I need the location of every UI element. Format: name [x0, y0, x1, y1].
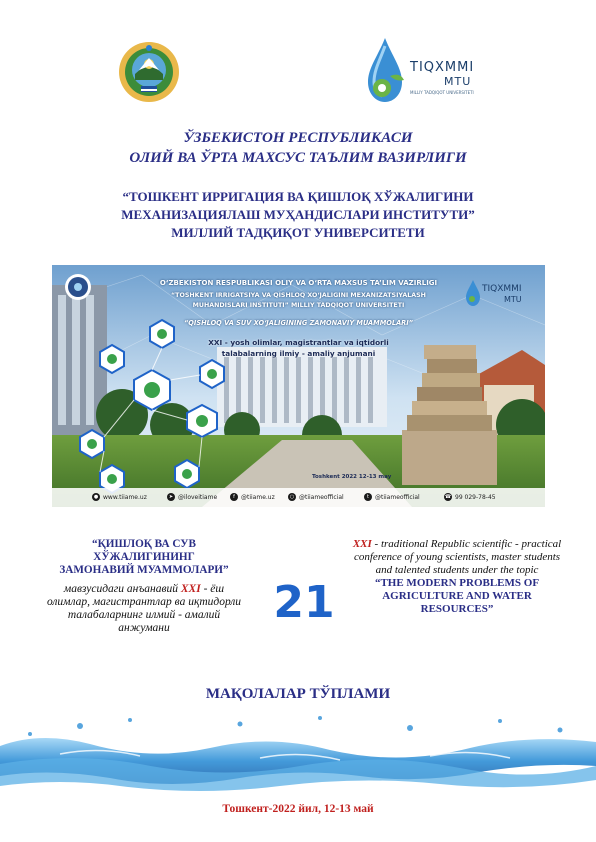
tiiame-logo	[360, 36, 500, 106]
english-roman-numeral: XXI	[352, 538, 372, 550]
phone-icon: ☎	[444, 494, 452, 500]
social-instagram-label: @tiiameofficial	[299, 493, 344, 501]
collection-title: МАҚОЛАЛАР ТЎПЛАМИ	[205, 686, 391, 702]
uzbek-topic-title	[44, 538, 244, 577]
institute-heading	[0, 188, 596, 242]
banner-line-3: MUHANDISLARI INSTITUTI” MILLIY TADQIQOT UNIVERSITETI	[192, 302, 405, 309]
social-instagram	[288, 493, 344, 501]
social-phone	[444, 493, 496, 501]
social-telegram	[167, 493, 217, 501]
uzbek-conference-text	[44, 583, 244, 635]
social-facebook	[230, 493, 275, 501]
institute-line-2: МЕХАНИЗАЦИЯЛАШ МУҲАНДИСЛАРИ ИНСТИТУТИ”	[121, 207, 475, 222]
social-facebook-label: @tiiame.uz	[241, 493, 275, 501]
facebook-icon: f	[230, 493, 238, 501]
english-description	[352, 538, 562, 616]
uzbek-topic-line-3: ЗАМОНАВИЙ МУАММОЛАРИ”	[59, 564, 229, 576]
footer-date: Тошкент-2022 йил, 12-13 май	[222, 803, 374, 815]
banner-social-bar	[52, 488, 545, 507]
brand-name: TIQXMMI	[410, 60, 475, 75]
banner-brand-name: TIQXMMI	[482, 284, 522, 294]
brand-tagline: MILLIY TADQIQOT UNIVERSITETI	[410, 90, 474, 95]
ministry-line-2: ОЛИЙ ВА ЎРТА МАХСУС ТАЪЛИМ ВАЗИРЛИГИ	[129, 150, 467, 166]
social-twitter-label: @tiiameofficial	[375, 493, 420, 501]
social-telegram-label: @iloveitiame	[178, 493, 218, 501]
conference-banner	[52, 265, 545, 507]
social-website	[92, 493, 147, 501]
water-drop-gear-icon	[360, 36, 410, 106]
globe-icon: ●	[93, 494, 99, 500]
banner-brand-sub: MTU	[504, 295, 522, 304]
water-splash-image	[0, 706, 596, 816]
banner-line-4: “QISHLOQ VA SUV XO‘JALIGINING ZAMONAVIY MUAMMOLARI”	[184, 319, 413, 327]
ministry-line-1: ЎЗБЕКИСТОН РЕСПУБЛИКАСИ	[183, 130, 413, 146]
english-topic-title: “THE MODERN PROBLEMS OF AGRICULTURE AND WATER RESOURCES”	[374, 577, 540, 615]
institute-line-3: МИЛЛИЙ ТАДҚИҚОТ УНИВЕРСИТЕТИ	[171, 225, 425, 240]
banner-line-2: “TOSHKENT IRRIGATSIYA VA QISHLOQ XO‘JALIGINI MEXANIZATSIYALASH	[171, 292, 426, 299]
uzbek-description	[44, 538, 244, 635]
ministry-heading	[0, 128, 596, 168]
social-phone-label: 99 029-78-45	[455, 493, 496, 501]
uzbek-text-start: мавзусидаги анъанавий	[63, 583, 181, 595]
institute-line-1: “ТОШКЕНТ ИРРИГАЦИЯ ВА ҚИШЛОҚ ХЎЖАЛИГИНИ	[122, 189, 474, 204]
banner-date: Toshkent 2022 12-13 may	[312, 474, 392, 480]
banner-line-6: talabalarning ilmiy - amaliy anjumani	[221, 349, 376, 358]
banner-line-5: XXI - yosh olimlar, magistrantlar va iqtidorli	[208, 338, 389, 347]
uzbek-topic-line-2: ХЎЖАЛИГИНИНГ	[93, 551, 195, 563]
banner-brand-logo	[464, 275, 542, 315]
banner-line-1: O‘ZBEKISTON RESPUBLIKASI OLIY VA O‘RTA MAXSUS TA’LIM VAZIRLIGI	[159, 279, 438, 287]
uzbek-topic-line-1: “ҚИШЛОҚ ВА СУВ	[92, 538, 196, 550]
brand-sub: MTU	[444, 75, 472, 88]
uzbek-roman-numeral: XXI	[180, 583, 201, 595]
english-conference-text	[352, 538, 562, 577]
telegram-icon: ➤	[168, 494, 174, 500]
social-twitter	[364, 493, 420, 501]
conference-number: 21	[273, 577, 335, 628]
uzbek-text-end: - ёш олимлар, магистрантлар ва иқтидорли талабаларнинг илмий - амалий анжумани	[46, 583, 242, 634]
instagram-icon: ○	[289, 494, 295, 500]
social-website-label: www.tiiame.uz	[103, 493, 147, 501]
uzbekistan-emblem-icon	[117, 40, 181, 104]
english-text-body: - traditional Republic scientific - practical conference of young scientists, master students and talented students under the topic	[353, 538, 562, 576]
twitter-icon: t	[364, 493, 372, 501]
